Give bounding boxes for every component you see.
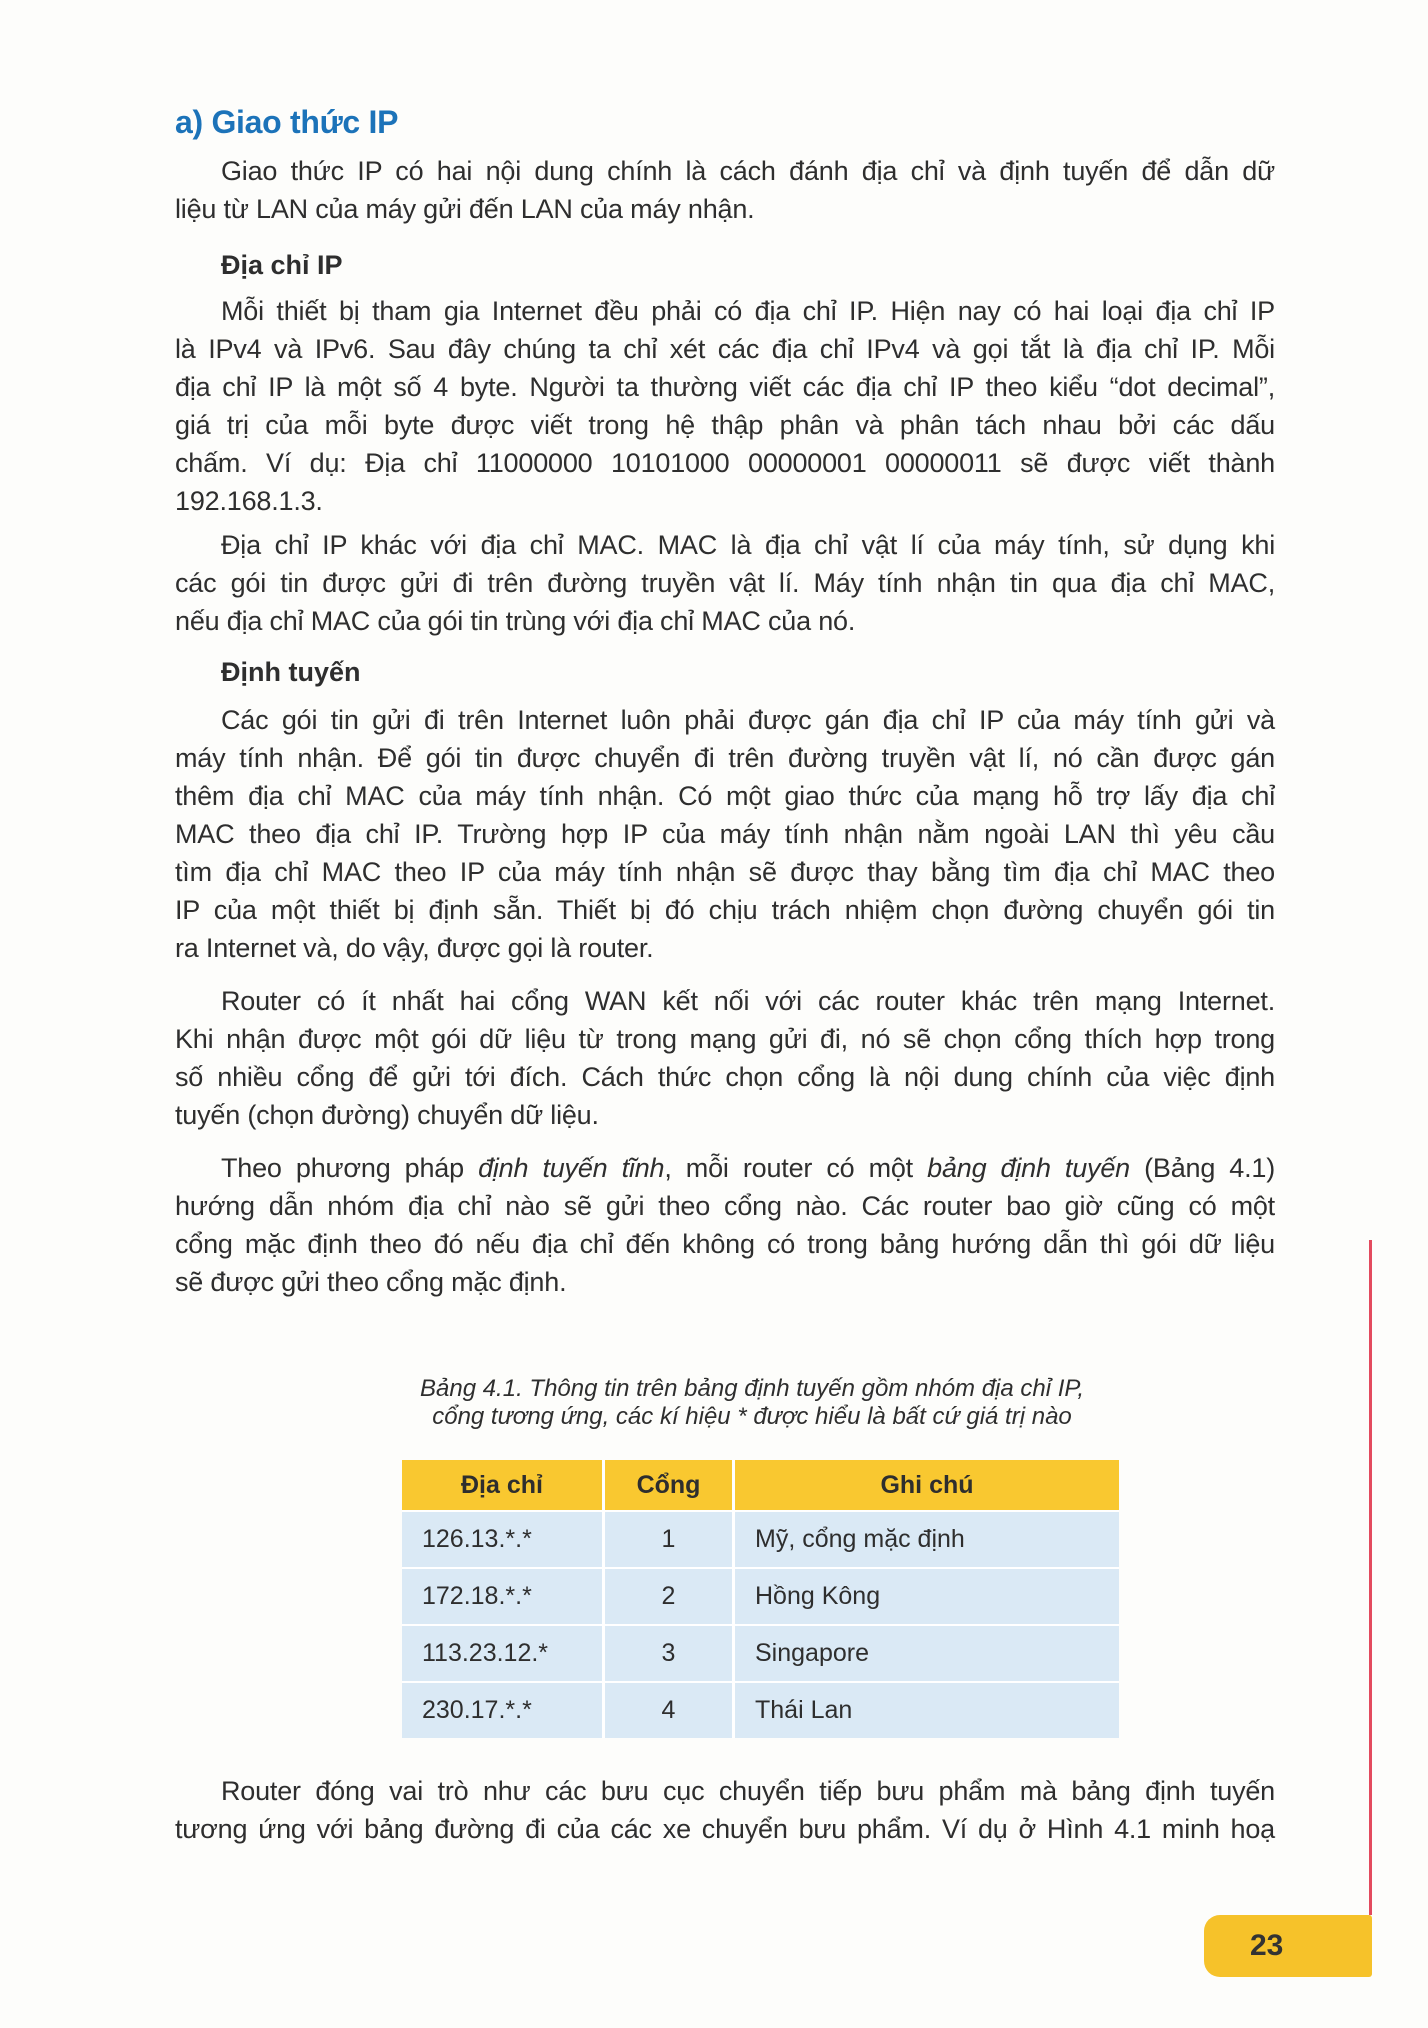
table-cell-port: 3 [605,1624,735,1681]
text-line: nếu địa chỉ MAC của gói tin trùng với địa chỉ MAC của nó. [175,606,856,636]
text-line: tìm địa chỉ MAC theo IP của máy tính nhận sẽ được thay bằng tìm địa chỉ MAC theo [175,857,1275,887]
table-cell-address: 230.17.*.* [402,1681,605,1738]
table-cell-port: 1 [605,1510,735,1567]
text-line: là IPv4 và IPv6. Sau đây chúng ta chỉ xét các địa chỉ IPv4 và gọi tắt là địa chỉ IP. Mỗi [175,334,1275,364]
text-line: Mỗi thiết bị tham gia Internet đều phải có địa chỉ IP. Hiện nay có hai loại địa chỉ IP [221,296,1275,326]
page-number: 23 [1250,1929,1284,1962]
text-line: MAC theo địa chỉ IP. Trường hợp IP của máy tính nhận nằm ngoài LAN thì yêu cầu [175,819,1275,849]
routing-subheading: Định tuyến [221,657,361,687]
text-line: tuyến (chọn đường) chuyển dữ liệu. [175,1100,599,1130]
text-line: 192.168.1.3. [175,486,323,516]
text-line: thêm địa chỉ MAC của máy tính nhận. Có một giao thức của mạng hỗ trợ lấy địa chỉ [175,781,1275,811]
text-line: liệu từ LAN của máy gửi đến LAN của máy nhận. [175,194,755,224]
text-line: tương ứng với bảng đường đi của các xe chuyển bưu phẩm. Ví dụ ở Hình 4.1 minh hoạ [175,1814,1275,1844]
text-line: máy tính nhận. Để gói tin được chuyển đi trên đường truyền vật lí, nó cần được gán [175,743,1275,773]
intro-paragraph [175,152,1275,228]
ip-address-subheading: Địa chỉ IP [221,250,343,280]
table-cell-note: Singapore [735,1624,1119,1681]
table-row [402,1624,1119,1681]
text-line: cổng mặc định theo đó nếu địa chỉ đến không có trong bảng hướng dẫn thì gói dữ liệu [175,1229,1275,1259]
page-edge-accent-line [1369,1240,1372,1915]
routing-table [402,1460,1119,1738]
section-heading: a) Giao thức IP [175,104,399,140]
table-row [402,1681,1119,1738]
table-row [402,1510,1119,1567]
text-line: chấm. Ví dụ: Địa chỉ 11000000 10101000 00000001 00000011 sẽ được viết thành [175,448,1275,478]
text-line: Router có ít nhất hai cổng WAN kết nối với các router khác trên mạng Internet. [221,986,1275,1016]
page-number-tab [1204,1915,1372,1977]
table-header-cell: Ghi chú [735,1460,1119,1510]
text-line: ra Internet và, do vậy, được gọi là router. [175,933,654,963]
text-line: hướng dẫn nhóm địa chỉ nào sẽ gửi theo cổng nào. Các router bao giờ cũng có một [175,1191,1275,1221]
table-header-row [402,1460,1119,1510]
table-header-cell: Cổng [605,1460,735,1510]
text-line: sẽ được gửi theo cổng mặc định. [175,1267,567,1297]
routing-paragraph-2 [175,982,1275,1134]
table-row [402,1567,1119,1624]
emphasis-term: định tuyến tĩnh [478,1153,665,1183]
closing-paragraph [175,1772,1275,1848]
ip-address-paragraph-1 [175,292,1275,520]
emphasis-term: bảng định tuyến [927,1153,1130,1183]
table-cell-address: 172.18.*.* [402,1567,605,1624]
text-line: địa chỉ IP là một số 4 byte. Người ta thường viết các địa chỉ IP theo kiểu “dot decimal”, [175,372,1275,402]
routing-paragraph-1 [175,701,1275,967]
text-line: Các gói tin gửi đi trên Internet luôn phải được gán địa chỉ IP của máy tính gửi và [221,705,1275,735]
text-segment: Theo phương pháp [221,1153,479,1183]
table-cell-address: 126.13.*.* [402,1510,605,1567]
text-line: giá trị của mỗi byte được viết trong hệ thập phân và phân tách nhau bởi các dấu [175,410,1275,440]
table-cell-note: Thái Lan [735,1681,1119,1738]
table-cell-port: 4 [605,1681,735,1738]
table-cell-address: 113.23.12.* [402,1624,605,1681]
text-segment: , mỗi router có một [664,1153,928,1183]
text-line: Địa chỉ IP khác với địa chỉ MAC. MAC là địa chỉ vật lí của máy tính, sử dụng khi [221,530,1275,560]
table-caption [380,1375,1124,1431]
caption-line: cổng tương ứng, các kí hiệu * được hiểu là bất cứ giá trị nào [432,1403,1072,1430]
table-cell-note: Mỹ, cổng mặc định [735,1510,1119,1567]
text-line: các gói tin được gửi đi trên đường truyền vật lí. Máy tính nhận tin qua địa chỉ MAC, [175,568,1275,598]
caption-line: Bảng 4.1. Thông tin trên bảng định tuyến gồm nhóm địa chỉ IP, [419,1375,1084,1402]
table-cell-note: Hồng Kông [735,1567,1119,1624]
text-line: số nhiều cổng để gửi tới đích. Cách thức chọn cổng là nội dung chính của việc định [175,1062,1275,1092]
text-line [221,1149,1275,1187]
text-line: IP của một thiết bị định sẵn. Thiết bị đó chịu trách nhiệm chọn đường chuyển gói tin [175,895,1275,925]
text-line: Giao thức IP có hai nội dung chính là cách đánh địa chỉ và định tuyến để dẫn dữ [221,156,1275,186]
text-segment: (Bảng 4.1) [1129,1153,1276,1183]
table-header-cell: Địa chỉ [402,1460,605,1510]
table-cell-port: 2 [605,1567,735,1624]
routing-paragraph-3 [175,1149,1275,1301]
text-line: Khi nhận được một gói dữ liệu từ trong mạng gửi đi, nó sẽ chọn cổng thích hợp trong [175,1024,1275,1054]
ip-address-paragraph-2 [175,526,1275,640]
text-line: Router đóng vai trò như các bưu cục chuyển tiếp bưu phẩm mà bảng định tuyến [221,1776,1275,1806]
